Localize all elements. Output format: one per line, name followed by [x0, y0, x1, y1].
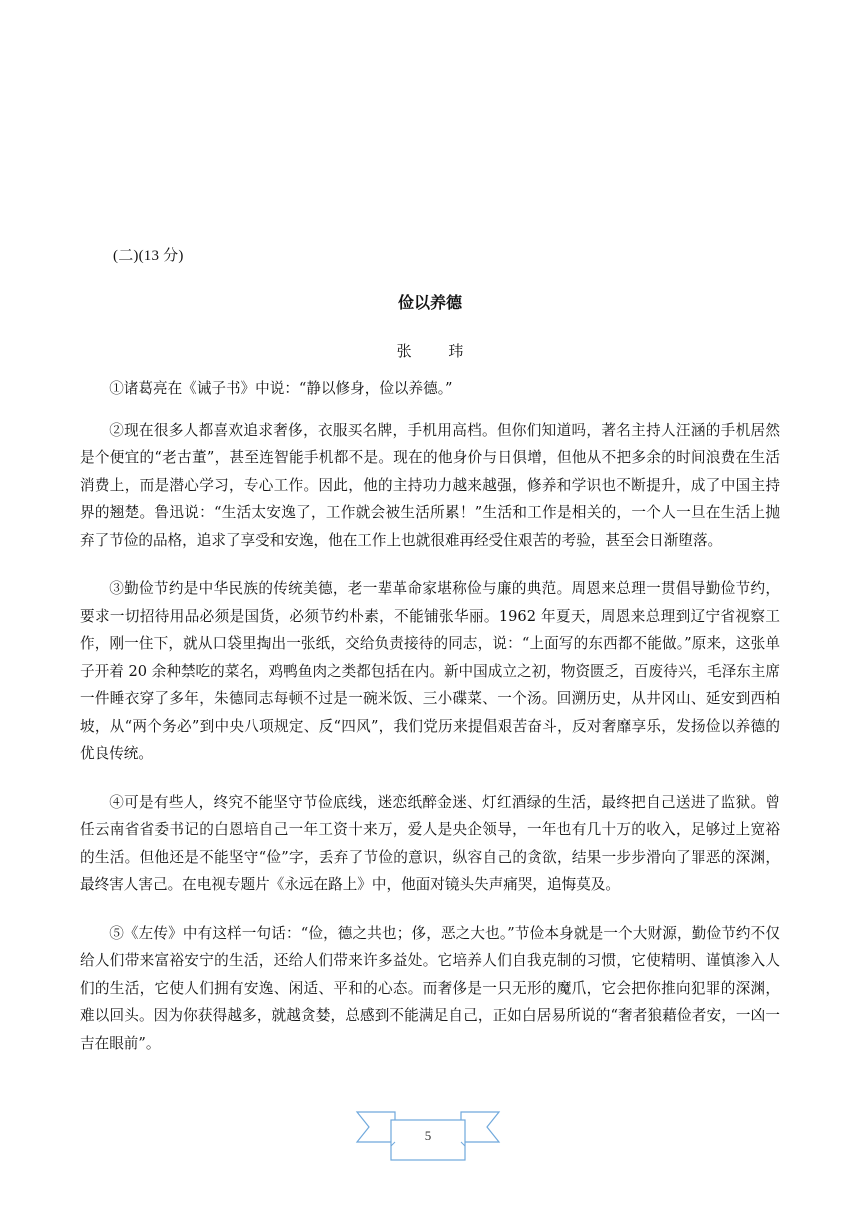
- paragraph-2: ②现在很多人都喜欢追求奢侈，衣服买名牌，手机用高档。但你们知道吗，著名主持人汪涵的手机居然是个便宜的“老古董”，甚至连智能手机都不是。现在的他身价与日俱增，但他从不把多余的时间浪费在生活消费上，而是潜心学习，专心工作。因此，他的主持功力越来越强，修养和学识也不断提升，成了中国主持界的翘楚。鲁迅说：“生活太安逸了，工作就会被生活所累！”生活和工作是相关的，一个人一旦在生活上抛弃了节俭的品格，追求了享受和安逸，他在工作上也就很难再经受住艰苦的考验，甚至会日渐堕落。: [80, 421, 780, 549]
- section-label: (二)(13 分): [113, 248, 184, 264]
- article-body: [80, 375, 780, 1078]
- paragraph-3: ③勤俭节约是中华民族的传统美德，老一辈革命家堪称俭与廉的典范。周恩来总理一贯倡导勤俭节约，要求一切招待用品必须是国货，必须节约朴素，不能铺张华丽。1962 年夏天，周恩来总理到辽宁省视察工作，刚一住下，就从口袋里掏出一张纸，交给负责接待的同志，说：“上面写的东西都不能做。”原来，这张单子开着 20 余种禁吃的菜名，鸡鸭鱼肉之类都包括在内。新中国成立之初，物资匮乏，百废待兴，毛泽东主席一件睡衣穿了多年，朱德同志每顿不过是一碗米饭、三小碟菜、一个汤。回溯历史，从井冈山、延安到西柏坡，从“两个务必”到中央八项规定、反“四风”，我们党历来提倡艰苦奋斗，反对奢靡享乐，发扬俭以养德的优良传统。: [80, 580, 780, 762]
- paragraph-5: ⑤《左传》中有这样一句话：“俭，德之共也；侈，恶之大也。”节俭本身就是一个大财源，勤俭节约不仅给人们带来富裕安宁的生活，还给人们带来许多益处。它培养人们自我克制的习惯，它使精明、谨慎渗入人们的生活，它使人们拥有安逸、闲适、平和的心态。而奢侈是一只无形的魔爪，它会把你推向犯罪的深渊，难以回头。因为你获得越多，就越贪婪，总感到不能满足自己，正如白居易所说的“奢者狼藉俭者安，一凶一吉在眼前”。: [80, 924, 780, 1052]
- page-number: 5: [424, 1128, 432, 1143]
- article-title: 俭以养德: [397, 293, 462, 312]
- article-author: 张 玮: [396, 342, 480, 360]
- paragraph-1: ①诸葛亮在《诫子书》中说：“静以修身，俭以养德。”: [109, 380, 453, 397]
- paragraph-4: ④可是有些人，终究不能坚守节俭底线，迷恋纸醉金迷、灯红酒绿的生活，最终把自己送进了监狱。曾任云南省省委书记的白恩培自己一年工资十来万，爱人是央企领导，一年也有几十万的收入，足够过上宽裕的生活。但他还是不能坚守“俭”字，丢弃了节俭的意识，纵容自己的贪欲，结果一步步滑向了罪恶的深渊，最终害人害己。在电视专题片《永远在路上》中，他面对镜头失声痛哭，追悔莫及。: [80, 793, 780, 893]
